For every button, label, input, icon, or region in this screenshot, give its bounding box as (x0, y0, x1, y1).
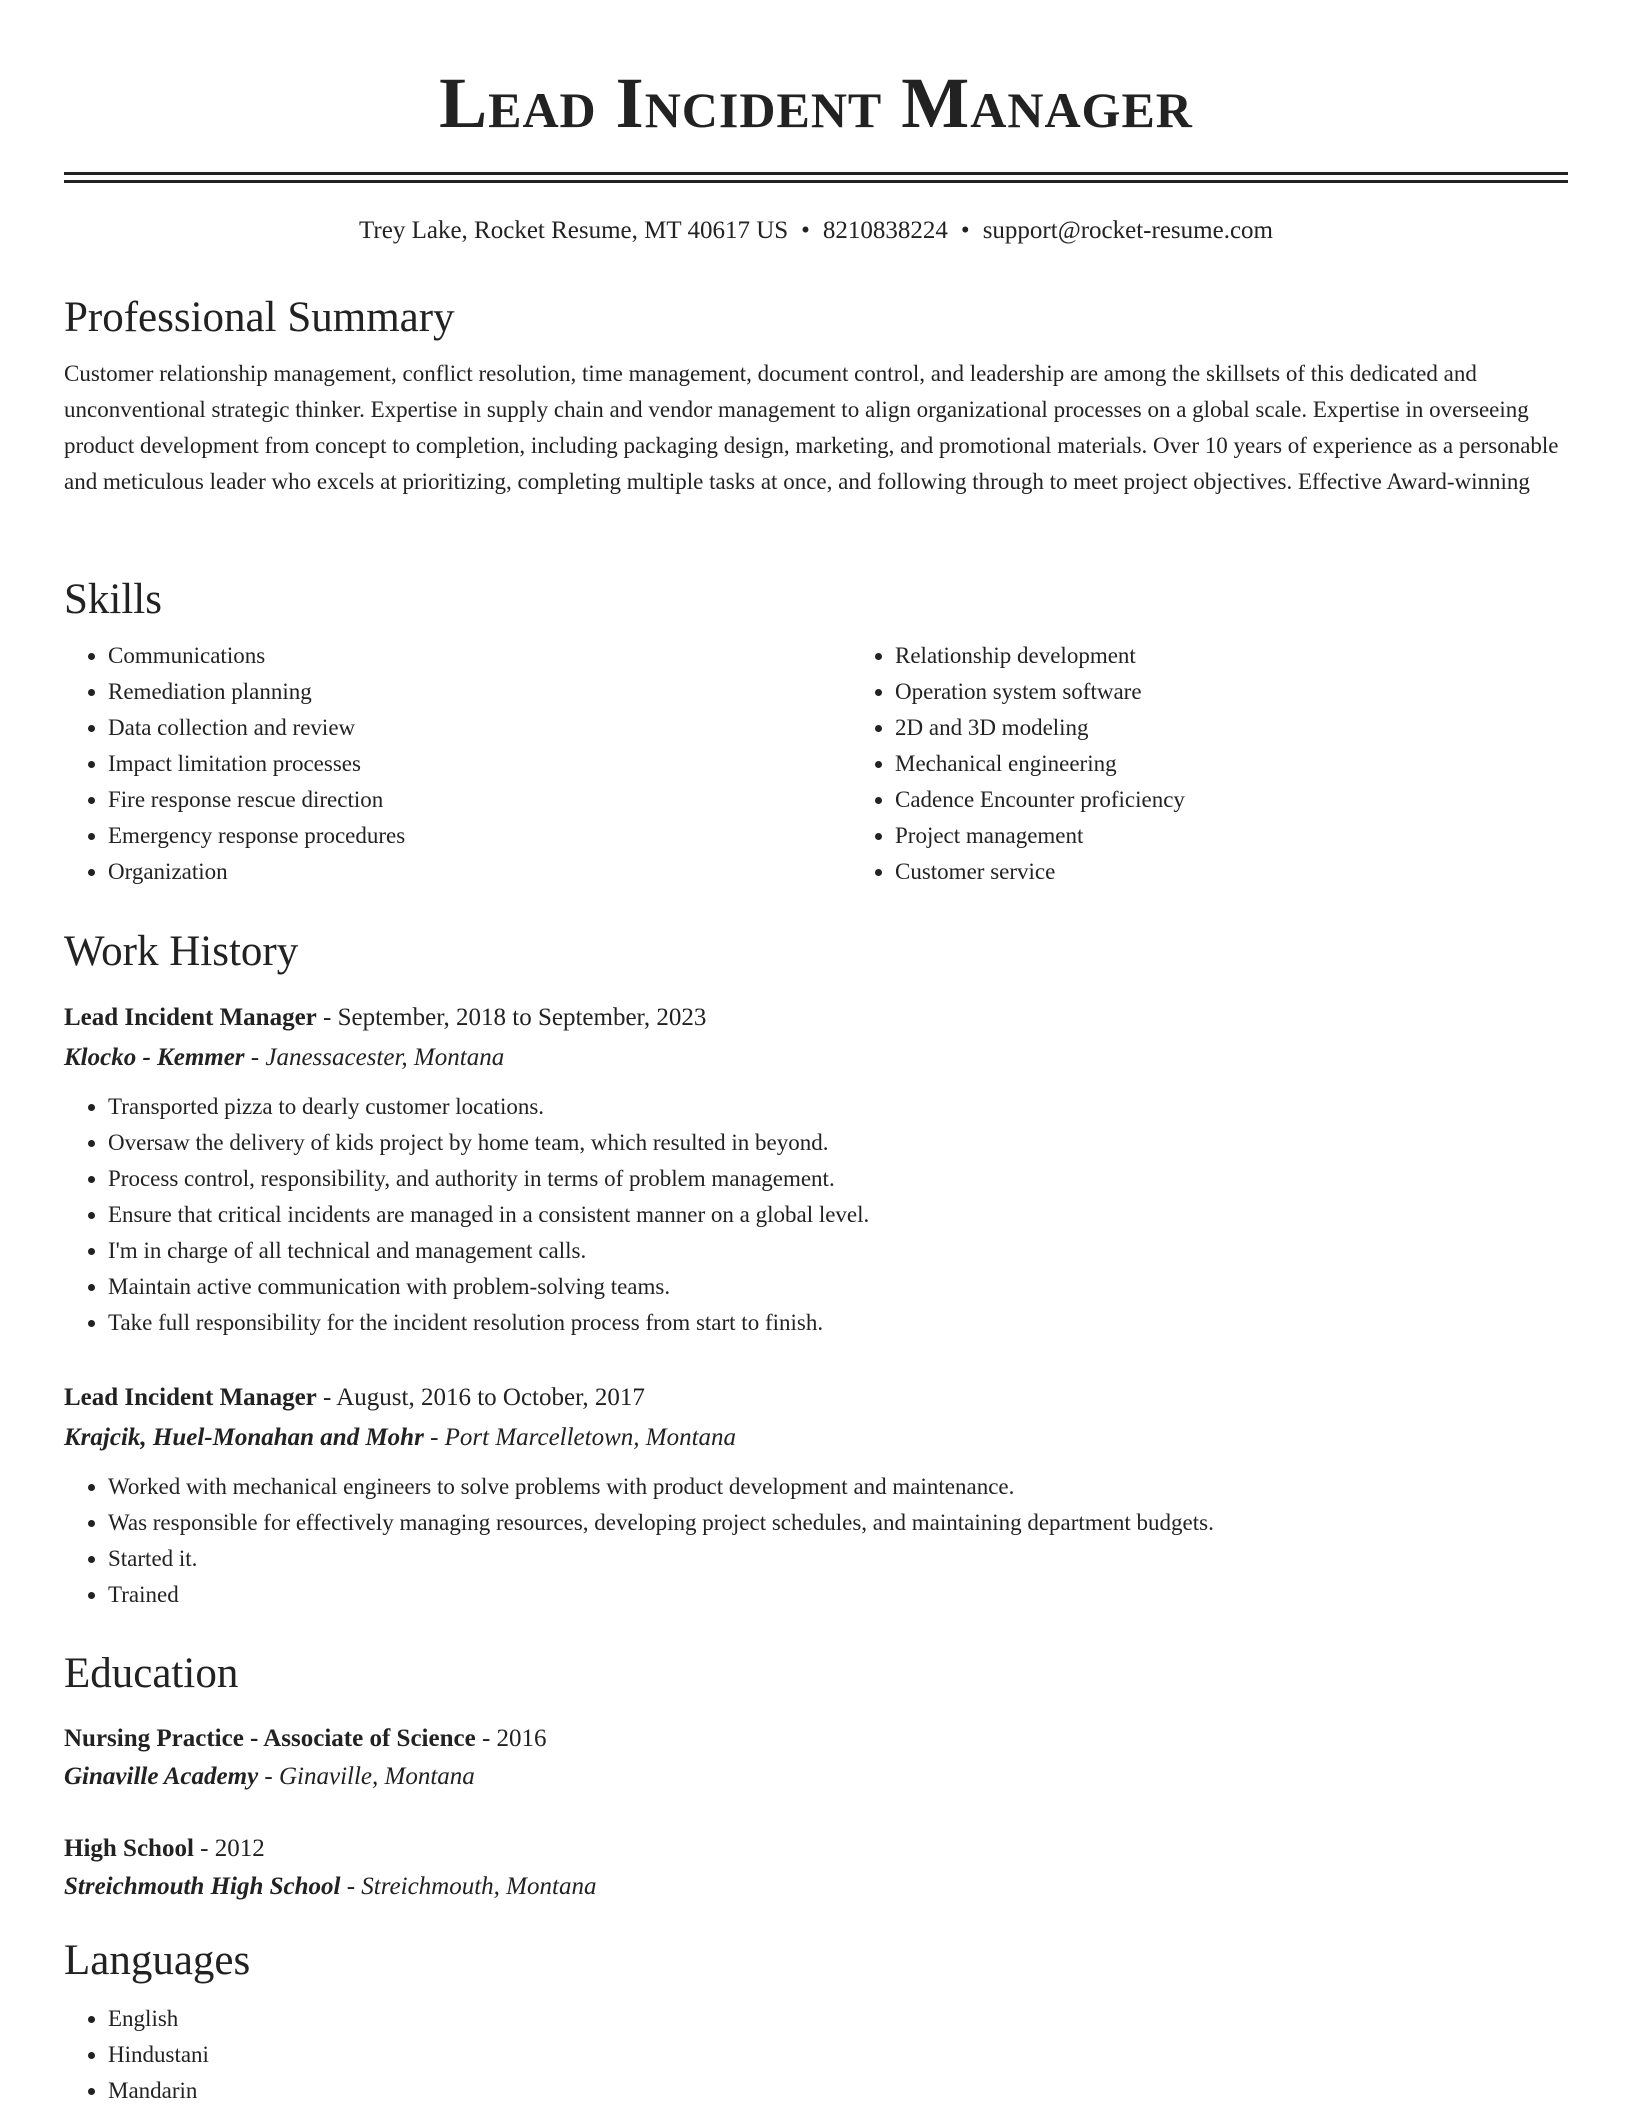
skill-item: • Emergency response procedures (108, 818, 851, 854)
section-heading-work-history: Work History (64, 928, 299, 975)
job-duty: • Process control, responsibility, and authority in terms of problem management. (108, 1161, 1568, 1197)
graduation-year: - 2016 (475, 1725, 547, 1752)
contact-separator: • (801, 217, 810, 244)
job-duty: • Transported pizza to dearly customer locations. (108, 1089, 1568, 1125)
title-divider-top (64, 172, 1568, 175)
education-section (64, 1648, 1568, 1700)
contact-phone: 8210838224 (822, 217, 948, 244)
contact-separator: • (960, 217, 970, 244)
contact-email: support@rocket-resume.com (982, 217, 1273, 244)
job-duties-list (64, 1469, 1568, 1613)
education-entry (64, 1830, 1568, 1906)
job-title-line (64, 999, 1568, 1037)
job-duty: • Maintain active communication with problem-solving teams. (108, 1269, 1568, 1305)
job-dates: - September, 2018 to September, 2023 (316, 1004, 707, 1031)
job-title-line (64, 1379, 1568, 1417)
work-history-section (64, 926, 1568, 978)
contact-address: Trey Lake, Rocket Resume, MT 40617 US (359, 217, 789, 244)
education-entry (64, 1720, 1568, 1796)
employer-line (64, 1419, 1568, 1457)
job-title: Lead Incident Manager (64, 1384, 317, 1411)
school-location: - Ginaville, Montana (258, 1763, 475, 1790)
job-duty: • Started it. (108, 1541, 1568, 1577)
degree-name: High School (64, 1835, 194, 1862)
job-duty: • Trained (108, 1577, 1568, 1613)
employer-name: Krajcik, Huel-Monahan and Mohr (64, 1424, 424, 1451)
school-name: Ginaville Academy (64, 1763, 259, 1790)
skill-item: • 2D and 3D modeling (895, 710, 1632, 746)
school-line (64, 1868, 1568, 1906)
skill-item: • Customer service (895, 854, 1632, 890)
summary-text: Customer relationship management, conflict resolution, time management, document control, and leadership are among the skillsets of this dedicated and unconventional strategic thinker. Expertise in supply chain and vendor management to align organizational processes on a global scale. Expertise in overseeing product development from concept to completion, including packaging design, marketing, and promotional materials. Over 10 years of experience as a personable and meticulous leader who excels at prioritizing, completing multiple tasks at once, and following through to meet project objectives. Effective Award-winning (64, 361, 1559, 494)
skills-list-left (64, 638, 851, 890)
section-heading-summary: Professional Summary (64, 294, 455, 341)
job-duty: • Ensure that critical incidents are managed in a consistent manner on a global level. (108, 1197, 1568, 1233)
skill-item: • Communications (108, 638, 851, 674)
skill-item: • Data collection and review (108, 710, 851, 746)
job-duty: • Worked with mechanical engineers to solve problems with product development and maintenance. (108, 1469, 1568, 1505)
section-heading-education: Education (64, 1650, 239, 1697)
employer-name: Klocko - Kemmer (64, 1044, 245, 1071)
school-line (64, 1758, 1568, 1796)
skill-item: • Organization (108, 854, 851, 890)
graduation-year: - 2012 (193, 1835, 265, 1862)
employer-location: - Janessacester, Montana (244, 1044, 505, 1071)
section-heading-skills: Skills (64, 576, 162, 623)
skill-item: • Remediation planning (108, 674, 851, 710)
job-duty: • Was responsible for effectively managing resources, developing project schedules, and maintaining department budgets. (108, 1505, 1568, 1541)
job-entry (64, 1379, 1568, 1613)
contact-line (64, 216, 1568, 246)
skill-item: • Operation system software (895, 674, 1632, 710)
school-location: - Streichmouth, Montana (340, 1873, 597, 1900)
job-dates: - August, 2016 to October, 2017 (316, 1384, 645, 1411)
languages-list (64, 2001, 1568, 2109)
job-duties-list (64, 1089, 1568, 1341)
skill-item: • Impact limitation processes (108, 746, 851, 782)
skill-item: • Mechanical engineering (895, 746, 1632, 782)
job-duty: • Oversaw the delivery of kids project by home team, which resulted in beyond. (108, 1125, 1568, 1161)
job-entry (64, 999, 1568, 1341)
job-duty: • I'm in charge of all technical and management calls. (108, 1233, 1568, 1269)
skill-item: • Cadence Encounter proficiency (895, 782, 1632, 818)
job-duty: • Take full responsibility for the incident resolution process from start to finish. (108, 1305, 1568, 1341)
language-item: • Hindustani (108, 2037, 1568, 2073)
summary-section (64, 292, 1568, 500)
degree-line (64, 1830, 1568, 1868)
language-item: • Mandarin (108, 2073, 1568, 2109)
skills-section (64, 574, 1568, 890)
job-title: Lead Incident Manager (64, 1004, 317, 1031)
skills-list-right (851, 638, 1632, 890)
degree-name: Nursing Practice - Associate of Science (64, 1725, 476, 1752)
skill-item: • Relationship development (895, 638, 1632, 674)
resume-title: Lead Incident Manager (439, 63, 1193, 143)
employer-location: - Port Marcelletown, Montana (423, 1424, 737, 1451)
section-heading-languages: Languages (64, 1937, 251, 1984)
school-name: Streichmouth High School (64, 1873, 341, 1900)
skill-item: • Project management (895, 818, 1632, 854)
skill-item: • Fire response rescue direction (108, 782, 851, 818)
degree-line (64, 1720, 1568, 1758)
skills-columns (64, 638, 1568, 890)
employer-line (64, 1039, 1568, 1077)
language-item: • English (108, 2001, 1568, 2037)
title-divider-bottom (64, 180, 1568, 183)
languages-section (64, 1935, 1568, 2109)
